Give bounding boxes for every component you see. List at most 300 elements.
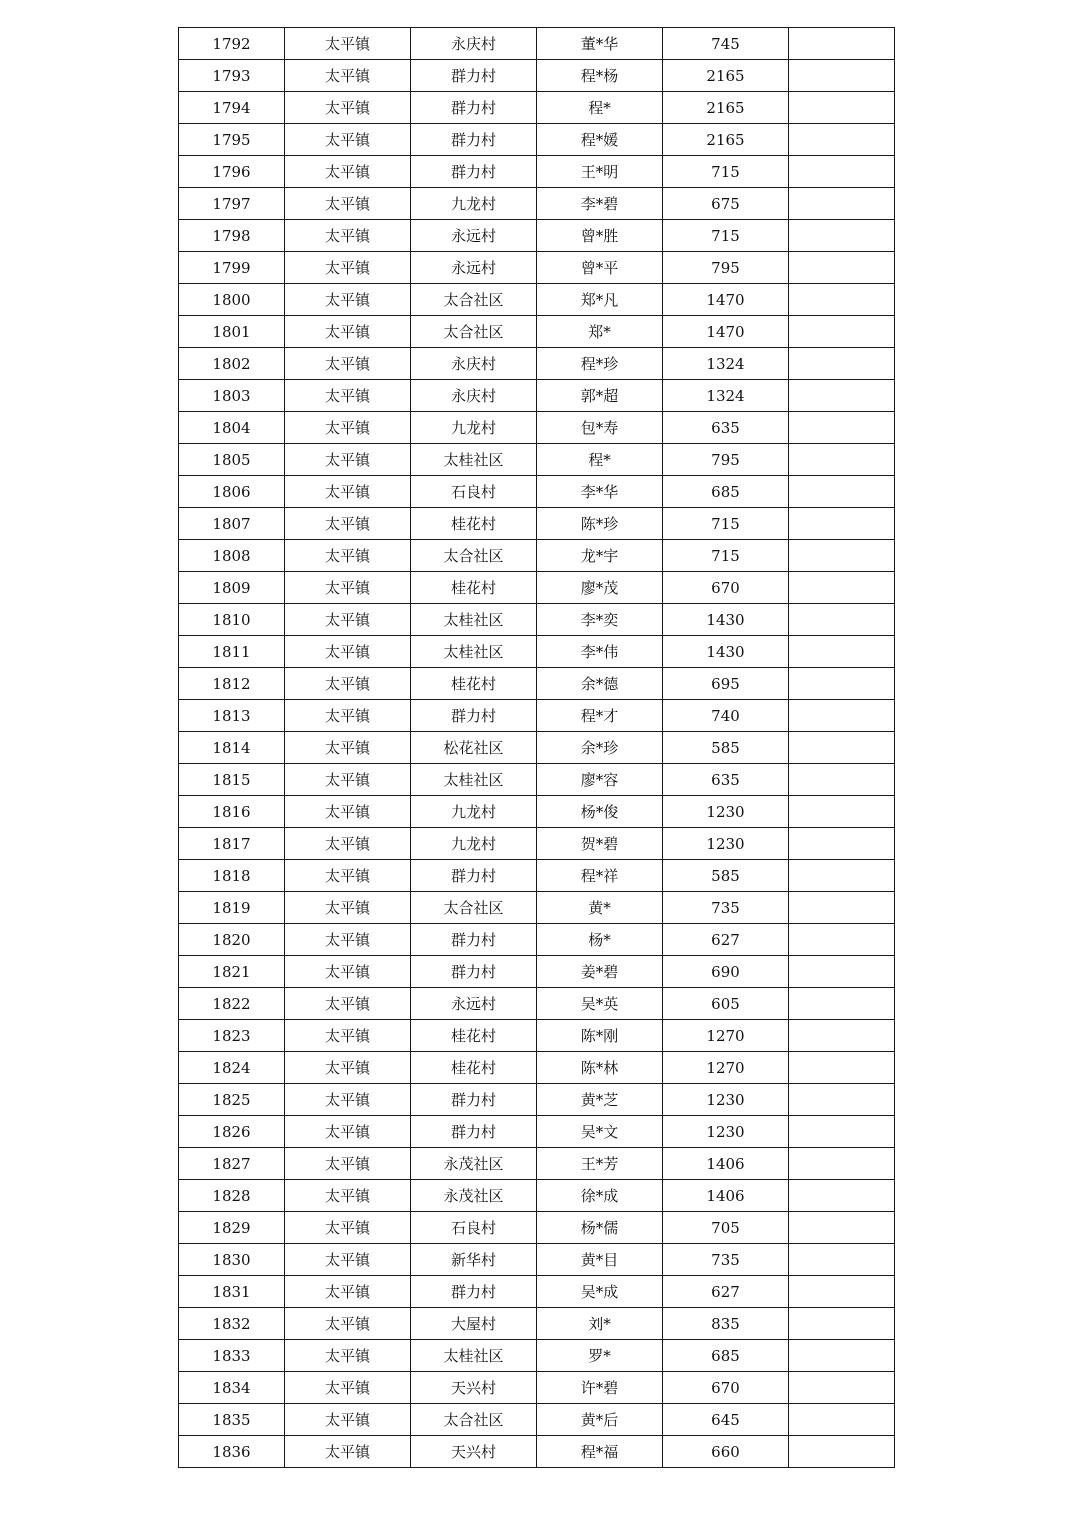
table-row [179,1244,895,1276]
table-row [179,700,895,732]
amount-cell: 1430 [663,636,789,668]
row-number-cell: 1792 [179,28,285,60]
note-cell [789,1148,895,1180]
town-cell: 太平镇 [285,764,411,796]
note-cell [789,380,895,412]
village-cell: 新华村 [411,1244,537,1276]
name-cell: 杨*俊 [537,796,663,828]
village-cell: 太桂社区 [411,604,537,636]
table-row [179,156,895,188]
name-cell: 程*珍 [537,348,663,380]
amount-cell: 715 [663,508,789,540]
town-cell: 太平镇 [285,60,411,92]
name-cell: 杨* [537,924,663,956]
row-number-cell: 1810 [179,604,285,636]
amount-cell: 2165 [663,92,789,124]
village-cell: 永远村 [411,252,537,284]
table-row [179,1404,895,1436]
village-cell: 群力村 [411,1084,537,1116]
table-row [179,892,895,924]
amount-cell: 670 [663,572,789,604]
town-cell: 太平镇 [285,252,411,284]
table-row [179,604,895,636]
village-cell: 永庆村 [411,28,537,60]
village-cell: 太桂社区 [411,636,537,668]
town-cell: 太平镇 [285,92,411,124]
town-cell: 太平镇 [285,796,411,828]
table-row [179,1372,895,1404]
town-cell: 太平镇 [285,732,411,764]
amount-cell: 740 [663,700,789,732]
amount-cell: 1230 [663,828,789,860]
name-cell: 曾*胜 [537,220,663,252]
name-cell: 程*才 [537,700,663,732]
row-number-cell: 1803 [179,380,285,412]
amount-cell: 2165 [663,124,789,156]
note-cell [789,508,895,540]
village-cell: 太桂社区 [411,444,537,476]
table-row [179,188,895,220]
name-cell: 刘* [537,1308,663,1340]
row-number-cell: 1795 [179,124,285,156]
town-cell: 太平镇 [285,220,411,252]
row-number-cell: 1831 [179,1276,285,1308]
note-cell [789,92,895,124]
town-cell: 太平镇 [285,1276,411,1308]
note-cell [789,220,895,252]
town-cell: 太平镇 [285,156,411,188]
town-cell: 太平镇 [285,28,411,60]
town-cell: 太平镇 [285,1148,411,1180]
village-cell: 永远村 [411,988,537,1020]
row-number-cell: 1816 [179,796,285,828]
town-cell: 太平镇 [285,604,411,636]
town-cell: 太平镇 [285,1052,411,1084]
note-cell [789,1436,895,1468]
row-number-cell: 1811 [179,636,285,668]
amount-cell: 635 [663,764,789,796]
amount-cell: 605 [663,988,789,1020]
village-cell: 九龙村 [411,188,537,220]
note-cell [789,924,895,956]
amount-cell: 1470 [663,284,789,316]
row-number-cell: 1814 [179,732,285,764]
note-cell [789,412,895,444]
table-row [179,124,895,156]
row-number-cell: 1836 [179,1436,285,1468]
table-row [179,316,895,348]
row-number-cell: 1805 [179,444,285,476]
note-cell [789,636,895,668]
village-cell: 群力村 [411,860,537,892]
amount-cell: 585 [663,860,789,892]
name-cell: 陈*林 [537,1052,663,1084]
village-cell: 石良村 [411,1212,537,1244]
table-row [179,220,895,252]
row-number-cell: 1830 [179,1244,285,1276]
town-cell: 太平镇 [285,1436,411,1468]
village-cell: 大屋村 [411,1308,537,1340]
table-row [179,572,895,604]
name-cell: 程*媛 [537,124,663,156]
town-cell: 太平镇 [285,348,411,380]
table-row [179,1436,895,1468]
row-number-cell: 1798 [179,220,285,252]
note-cell [789,956,895,988]
name-cell: 黄*后 [537,1404,663,1436]
town-cell: 太平镇 [285,1116,411,1148]
note-cell [789,188,895,220]
table-row [179,1212,895,1244]
name-cell: 徐*成 [537,1180,663,1212]
town-cell: 太平镇 [285,700,411,732]
table-row [179,348,895,380]
village-cell: 天兴村 [411,1436,537,1468]
table-row [179,1116,895,1148]
town-cell: 太平镇 [285,956,411,988]
row-number-cell: 1809 [179,572,285,604]
village-cell: 群力村 [411,156,537,188]
village-cell: 石良村 [411,476,537,508]
amount-cell: 735 [663,892,789,924]
note-cell [789,988,895,1020]
row-number-cell: 1823 [179,1020,285,1052]
name-cell: 黄* [537,892,663,924]
note-cell [789,60,895,92]
table-row [179,828,895,860]
amount-cell: 1406 [663,1180,789,1212]
village-cell: 九龙村 [411,796,537,828]
amount-cell: 585 [663,732,789,764]
table-row [179,1276,895,1308]
name-cell: 王*芳 [537,1148,663,1180]
village-cell: 群力村 [411,1116,537,1148]
note-cell [789,1308,895,1340]
table-row [179,1084,895,1116]
name-cell: 郑*凡 [537,284,663,316]
row-number-cell: 1806 [179,476,285,508]
town-cell: 太平镇 [285,988,411,1020]
table-row [179,764,895,796]
village-cell: 永茂社区 [411,1148,537,1180]
name-cell: 曾*平 [537,252,663,284]
note-cell [789,1180,895,1212]
amount-cell: 627 [663,924,789,956]
note-cell [789,1404,895,1436]
note-cell [789,604,895,636]
note-cell [789,124,895,156]
amount-cell: 1470 [663,316,789,348]
town-cell: 太平镇 [285,124,411,156]
table-row [179,1148,895,1180]
table-row [179,956,895,988]
town-cell: 太平镇 [285,636,411,668]
amount-cell: 695 [663,668,789,700]
note-cell [789,476,895,508]
row-number-cell: 1835 [179,1404,285,1436]
name-cell: 程*祥 [537,860,663,892]
village-cell: 太桂社区 [411,764,537,796]
amount-cell: 1430 [663,604,789,636]
village-cell: 太合社区 [411,1404,537,1436]
amount-cell: 1230 [663,1116,789,1148]
village-cell: 永茂社区 [411,1180,537,1212]
village-cell: 群力村 [411,700,537,732]
town-cell: 太平镇 [285,284,411,316]
amount-cell: 635 [663,412,789,444]
table-row [179,732,895,764]
amount-cell: 715 [663,540,789,572]
town-cell: 太平镇 [285,188,411,220]
village-cell: 群力村 [411,924,537,956]
data-table [178,27,895,1468]
village-cell: 群力村 [411,124,537,156]
note-cell [789,284,895,316]
town-cell: 太平镇 [285,860,411,892]
row-number-cell: 1829 [179,1212,285,1244]
amount-cell: 1324 [663,348,789,380]
town-cell: 太平镇 [285,508,411,540]
note-cell [789,444,895,476]
town-cell: 太平镇 [285,892,411,924]
table-row [179,380,895,412]
note-cell [789,892,895,924]
village-cell: 太合社区 [411,892,537,924]
note-cell [789,1276,895,1308]
row-number-cell: 1802 [179,348,285,380]
row-number-cell: 1817 [179,828,285,860]
town-cell: 太平镇 [285,668,411,700]
town-cell: 太平镇 [285,444,411,476]
amount-cell: 660 [663,1436,789,1468]
note-cell [789,1116,895,1148]
village-cell: 桂花村 [411,1052,537,1084]
name-cell: 程*杨 [537,60,663,92]
name-cell: 程*福 [537,1436,663,1468]
name-cell: 吴*英 [537,988,663,1020]
note-cell [789,252,895,284]
village-cell: 桂花村 [411,1020,537,1052]
row-number-cell: 1801 [179,316,285,348]
note-cell [789,156,895,188]
note-cell [789,572,895,604]
town-cell: 太平镇 [285,1372,411,1404]
village-cell: 群力村 [411,60,537,92]
row-number-cell: 1828 [179,1180,285,1212]
amount-cell: 1270 [663,1052,789,1084]
village-cell: 桂花村 [411,508,537,540]
town-cell: 太平镇 [285,412,411,444]
row-number-cell: 1804 [179,412,285,444]
note-cell [789,732,895,764]
note-cell [789,668,895,700]
note-cell [789,764,895,796]
amount-cell: 715 [663,156,789,188]
amount-cell: 835 [663,1308,789,1340]
name-cell: 黄*芝 [537,1084,663,1116]
amount-cell: 1270 [663,1020,789,1052]
table-row [179,444,895,476]
table-row [179,860,895,892]
note-cell [789,1244,895,1276]
table-row [179,924,895,956]
town-cell: 太平镇 [285,572,411,604]
amount-cell: 1406 [663,1148,789,1180]
village-cell: 太合社区 [411,540,537,572]
town-cell: 太平镇 [285,828,411,860]
row-number-cell: 1821 [179,956,285,988]
note-cell [789,1372,895,1404]
table-row [179,796,895,828]
village-cell: 群力村 [411,1276,537,1308]
amount-cell: 1230 [663,796,789,828]
village-cell: 永远村 [411,220,537,252]
table-row [179,988,895,1020]
amount-cell: 795 [663,444,789,476]
note-cell [789,860,895,892]
note-cell [789,1340,895,1372]
town-cell: 太平镇 [285,1180,411,1212]
row-number-cell: 1824 [179,1052,285,1084]
row-number-cell: 1799 [179,252,285,284]
table-row [179,1308,895,1340]
town-cell: 太平镇 [285,1404,411,1436]
village-cell: 九龙村 [411,828,537,860]
row-number-cell: 1818 [179,860,285,892]
name-cell: 王*明 [537,156,663,188]
row-number-cell: 1815 [179,764,285,796]
amount-cell: 705 [663,1212,789,1244]
name-cell: 包*寿 [537,412,663,444]
name-cell: 郑* [537,316,663,348]
village-cell: 太桂社区 [411,1340,537,1372]
name-cell: 董*华 [537,28,663,60]
name-cell: 李*华 [537,476,663,508]
name-cell: 程* [537,444,663,476]
name-cell: 陈*刚 [537,1020,663,1052]
village-cell: 天兴村 [411,1372,537,1404]
amount-cell: 745 [663,28,789,60]
town-cell: 太平镇 [285,380,411,412]
amount-cell: 645 [663,1404,789,1436]
amount-cell: 735 [663,1244,789,1276]
amount-cell: 685 [663,1340,789,1372]
note-cell [789,540,895,572]
table-body [179,28,895,1468]
name-cell: 吴*成 [537,1276,663,1308]
note-cell [789,828,895,860]
amount-cell: 690 [663,956,789,988]
name-cell: 李*奕 [537,604,663,636]
town-cell: 太平镇 [285,540,411,572]
village-cell: 桂花村 [411,572,537,604]
table-row [179,252,895,284]
name-cell: 许*碧 [537,1372,663,1404]
table-row [179,1020,895,1052]
row-number-cell: 1834 [179,1372,285,1404]
table-row [179,28,895,60]
note-cell [789,700,895,732]
row-number-cell: 1797 [179,188,285,220]
name-cell: 陈*珍 [537,508,663,540]
town-cell: 太平镇 [285,1212,411,1244]
name-cell: 黄*目 [537,1244,663,1276]
row-number-cell: 1812 [179,668,285,700]
note-cell [789,1212,895,1244]
name-cell: 李*伟 [537,636,663,668]
row-number-cell: 1807 [179,508,285,540]
row-number-cell: 1794 [179,92,285,124]
town-cell: 太平镇 [285,1308,411,1340]
name-cell: 吴*文 [537,1116,663,1148]
row-number-cell: 1808 [179,540,285,572]
name-cell: 龙*宇 [537,540,663,572]
table-row [179,412,895,444]
row-number-cell: 1822 [179,988,285,1020]
name-cell: 贺*碧 [537,828,663,860]
town-cell: 太平镇 [285,1340,411,1372]
amount-cell: 715 [663,220,789,252]
name-cell: 余*珍 [537,732,663,764]
amount-cell: 670 [663,1372,789,1404]
row-number-cell: 1827 [179,1148,285,1180]
row-number-cell: 1820 [179,924,285,956]
note-cell [789,1052,895,1084]
town-cell: 太平镇 [285,1020,411,1052]
row-number-cell: 1819 [179,892,285,924]
village-cell: 松花社区 [411,732,537,764]
table-row [179,1052,895,1084]
row-number-cell: 1826 [179,1116,285,1148]
village-cell: 群力村 [411,956,537,988]
town-cell: 太平镇 [285,476,411,508]
table-row [179,284,895,316]
note-cell [789,28,895,60]
town-cell: 太平镇 [285,1244,411,1276]
amount-cell: 1324 [663,380,789,412]
row-number-cell: 1825 [179,1084,285,1116]
table-row [179,1180,895,1212]
row-number-cell: 1793 [179,60,285,92]
village-cell: 太合社区 [411,284,537,316]
row-number-cell: 1813 [179,700,285,732]
note-cell [789,348,895,380]
village-cell: 群力村 [411,92,537,124]
village-cell: 太合社区 [411,316,537,348]
name-cell: 廖*茂 [537,572,663,604]
row-number-cell: 1800 [179,284,285,316]
town-cell: 太平镇 [285,1084,411,1116]
table-row [179,92,895,124]
table-row [179,540,895,572]
town-cell: 太平镇 [285,924,411,956]
row-number-cell: 1833 [179,1340,285,1372]
name-cell: 余*德 [537,668,663,700]
village-cell: 桂花村 [411,668,537,700]
name-cell: 郭*超 [537,380,663,412]
table-row [179,60,895,92]
table-row [179,668,895,700]
amount-cell: 627 [663,1276,789,1308]
village-cell: 永庆村 [411,348,537,380]
note-cell [789,1020,895,1052]
amount-cell: 2165 [663,60,789,92]
town-cell: 太平镇 [285,316,411,348]
village-cell: 永庆村 [411,380,537,412]
row-number-cell: 1796 [179,156,285,188]
note-cell [789,796,895,828]
table-row [179,476,895,508]
